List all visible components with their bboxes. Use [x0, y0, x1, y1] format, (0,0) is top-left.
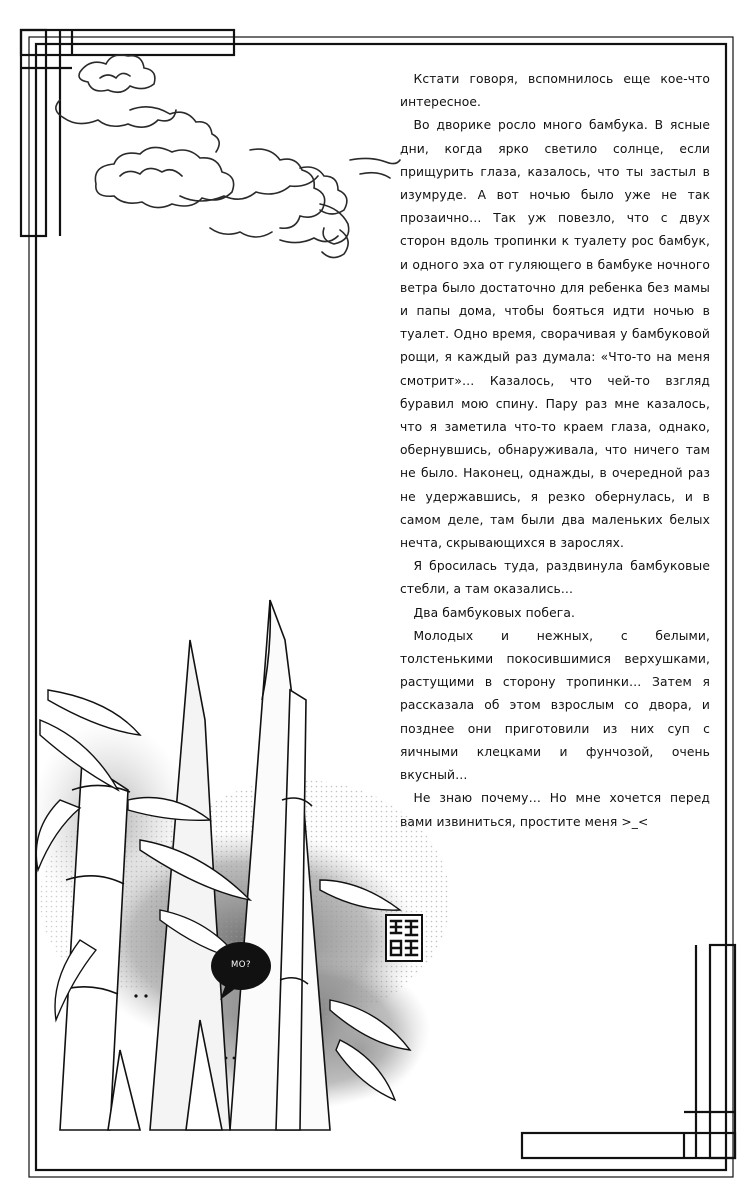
paragraph: Молодых и нежных, с белыми, толстенькими покосившимися верхушками, растущими в сторону тропинки… Затем я рассказала об этом взрослым со двора, и позднее они приготовили из них суп с яичными клецками и фунчозой, очень вкусный… — [400, 628, 710, 783]
paragraph: Кстати говоря, вспомнилось еще кое-что интересное. — [400, 72, 710, 110]
artist-seal-icon — [384, 913, 424, 963]
paragraph: Я бросилась туда, раздвинула бамбуковые стебли, а там оказались… — [400, 559, 710, 597]
paragraph: Не знаю почему… Но мне хочется перед вами извиниться, простите меня >_< — [400, 791, 710, 829]
cloud-ornament — [56, 55, 400, 258]
speech-bubble-text: МО? — [230, 960, 252, 970]
story-text — [400, 68, 710, 834]
paragraph: Во дворике росло много бамбука. В ясные дни, когда ярко светило солнце, если прищурить глаза, казалось, что ты застыл в изумруде. А вот ночью было уже не так прозаично… Так уж повезло, что с двух сторон вдоль тропинки к туалету рос бамбук, и одного эха от гуляющего в бамбуке ночного ветра было достаточно для ребенка без мамы и папы дома, чтобы бояться идти ночью в туалет. Одно время, сворачивая у бамбуковой рощи, я каждый раз думала: «Что-то на меня смотрит»… Казалось, что чей-то взгляд буравил мою спину. Пару раз мне казалось, что я заметила что-то краем глаза, однако, обернувшись, обнаруживала, что ничего там не было. Наконец, однажды, в очередной раз не удержавшись, я резко обернулась, и в самом деле, там были два маленьких белых нечта, скрывающихся в зарослях. — [400, 118, 710, 551]
paragraph: Два бамбуковых побега. — [413, 605, 575, 620]
